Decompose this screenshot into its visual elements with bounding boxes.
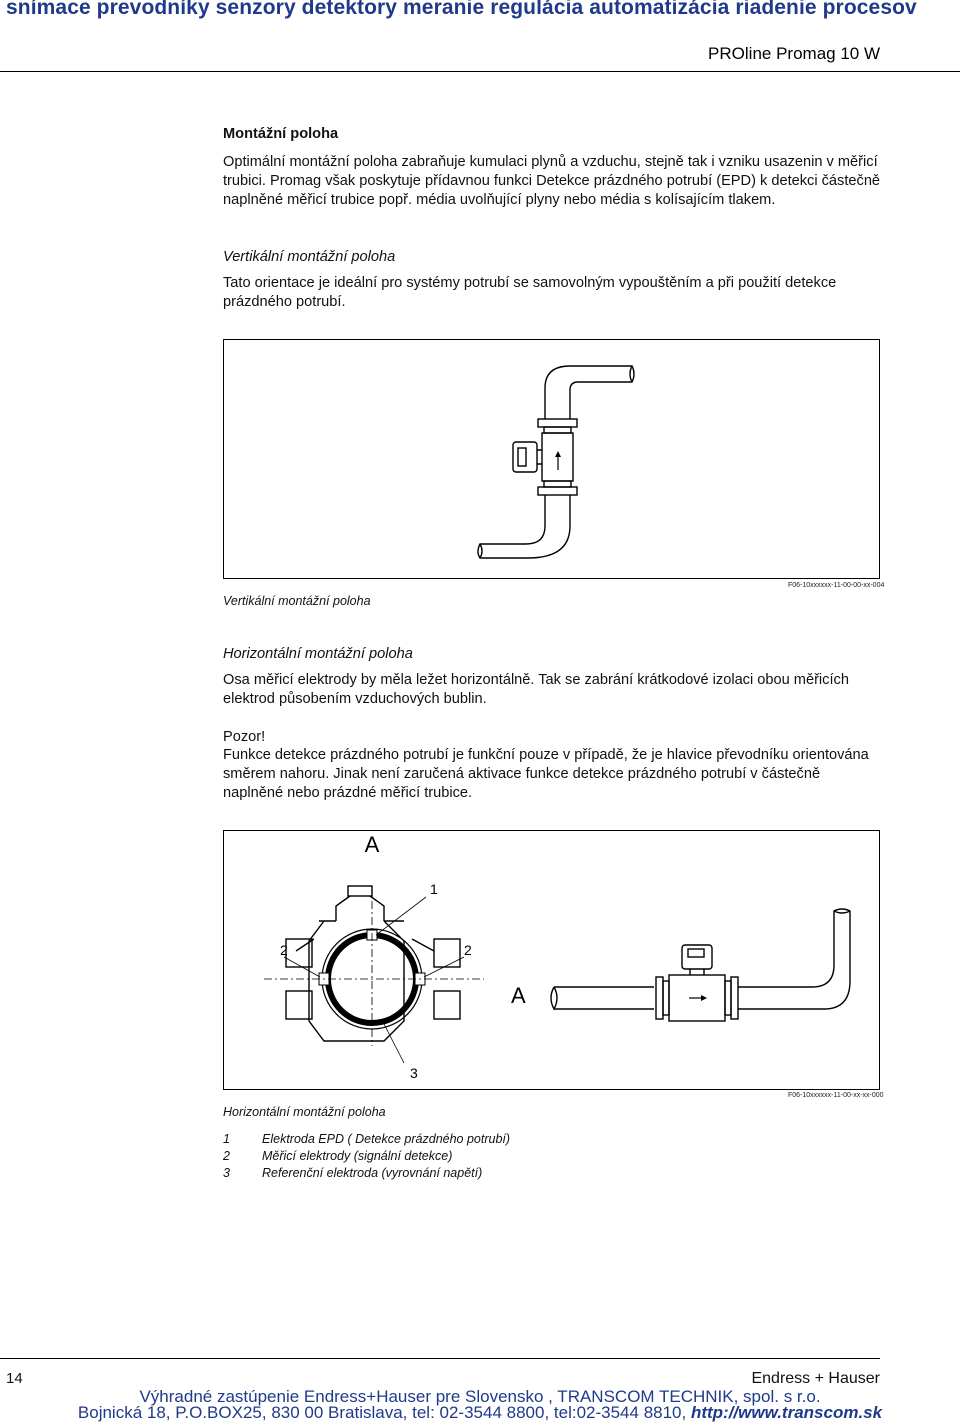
vertical-pipe-drawing bbox=[224, 340, 879, 578]
footer-address: Bojnická 18, P.O.BOX25, 830 00 Bratislava, tel: 02-3544 8800, tel:02-3544 8810, bbox=[77, 1403, 691, 1422]
legend-text: Měřicí elektrody (signální detekce) bbox=[262, 1149, 453, 1163]
footer-line-1: Výhradné zastúpenie Endress+Hauser pre Slovensko , TRANSCOM TECHNIK, spol. s r.o. bbox=[139, 1387, 821, 1406]
footer-rule bbox=[0, 1358, 880, 1359]
caution-paragraph: Funkce detekce prázdného potrubí je funkční pouze v případě, že je hlavice převodníku orientována směrem nahoru. Jinak není zaručená aktivace funkce detekce prázdného potrubí v částečně naplněné nebo prázdné měřicí trubice. bbox=[223, 747, 869, 801]
legend-text: Referenční elektroda (vyrovnání napětí) bbox=[262, 1166, 483, 1180]
legend-number: 2 bbox=[223, 1149, 230, 1163]
brand-name: Endress + Hauser bbox=[751, 1370, 880, 1387]
label-2-left: 2 bbox=[280, 942, 288, 958]
horizontal-paragraph: Osa měřicí elektrody by měla ležet horizontálně. Tak se zabrání krátkodové izolaci obou měřicích elektrod působením vzduchových bublin. bbox=[223, 672, 849, 707]
legend-item bbox=[223, 1148, 510, 1165]
label-1: 1 bbox=[430, 881, 438, 897]
legend-number: 3 bbox=[223, 1166, 230, 1180]
label-3: 3 bbox=[410, 1065, 418, 1081]
legend-text: Elektroda EPD ( Detekce prázdného potrubí) bbox=[262, 1132, 511, 1146]
top-banner: snímace prevodníky senzory detektory meranie regulácia automatizácia riadenie procesov bbox=[6, 0, 917, 19]
footer-url-link[interactable]: http://www.transcom.sk bbox=[690, 1403, 883, 1422]
legend-item bbox=[223, 1165, 510, 1182]
vertical-paragraph: Tato orientace je ideální pro systémy potrubí se samovolným vypouštěním a při použití detekce prázdného potrubí. bbox=[223, 275, 837, 310]
vertical-figure-caption: Vertikální montážní poloha bbox=[223, 594, 371, 608]
horizontal-heading: Horizontální montážní poloha bbox=[223, 646, 413, 662]
caution-label: Pozor! bbox=[223, 729, 266, 745]
legend-item bbox=[223, 1131, 510, 1148]
vertical-figure bbox=[223, 339, 880, 579]
label-2-right: 2 bbox=[464, 942, 472, 958]
header-rule bbox=[0, 71, 960, 72]
horizontal-figure-code: F06-10xxxxxx-11-00-xx-xx-000 bbox=[788, 1092, 884, 1099]
vertical-figure-code: F06-10xxxxxx-11-00-00-xx-004 bbox=[788, 582, 885, 589]
legend bbox=[223, 1131, 510, 1182]
intro-paragraph: Optimální montážní poloha zabraňuje kumulaci plynů a vzduchu, stejně tak i vzniku usazenin v měřicí trubici. Promag však poskytuje přídavnou funkci Detekce prázdného potrubí (EPD) k detekci částečně naplněné měřicí trubice popř. média uvolňující plyny nebo média s kolísajícím tlakem. bbox=[223, 154, 881, 208]
section-title: Montážní poloha bbox=[223, 126, 339, 142]
horizontal-pipe-drawing bbox=[224, 831, 879, 1089]
page-number: 14 bbox=[6, 1370, 23, 1387]
vertical-heading: Vertikální montážní poloha bbox=[223, 249, 396, 265]
horizontal-figure-caption: Horizontální montážní poloha bbox=[223, 1105, 386, 1119]
legend-number: 1 bbox=[223, 1132, 230, 1146]
horizontal-figure bbox=[223, 830, 880, 1090]
footer-line-2 bbox=[0, 1403, 960, 1423]
product-name: PROline Promag 10 W bbox=[708, 44, 880, 63]
label-view-a: A bbox=[364, 832, 380, 857]
label-view-a-arrow: A bbox=[511, 983, 526, 1008]
